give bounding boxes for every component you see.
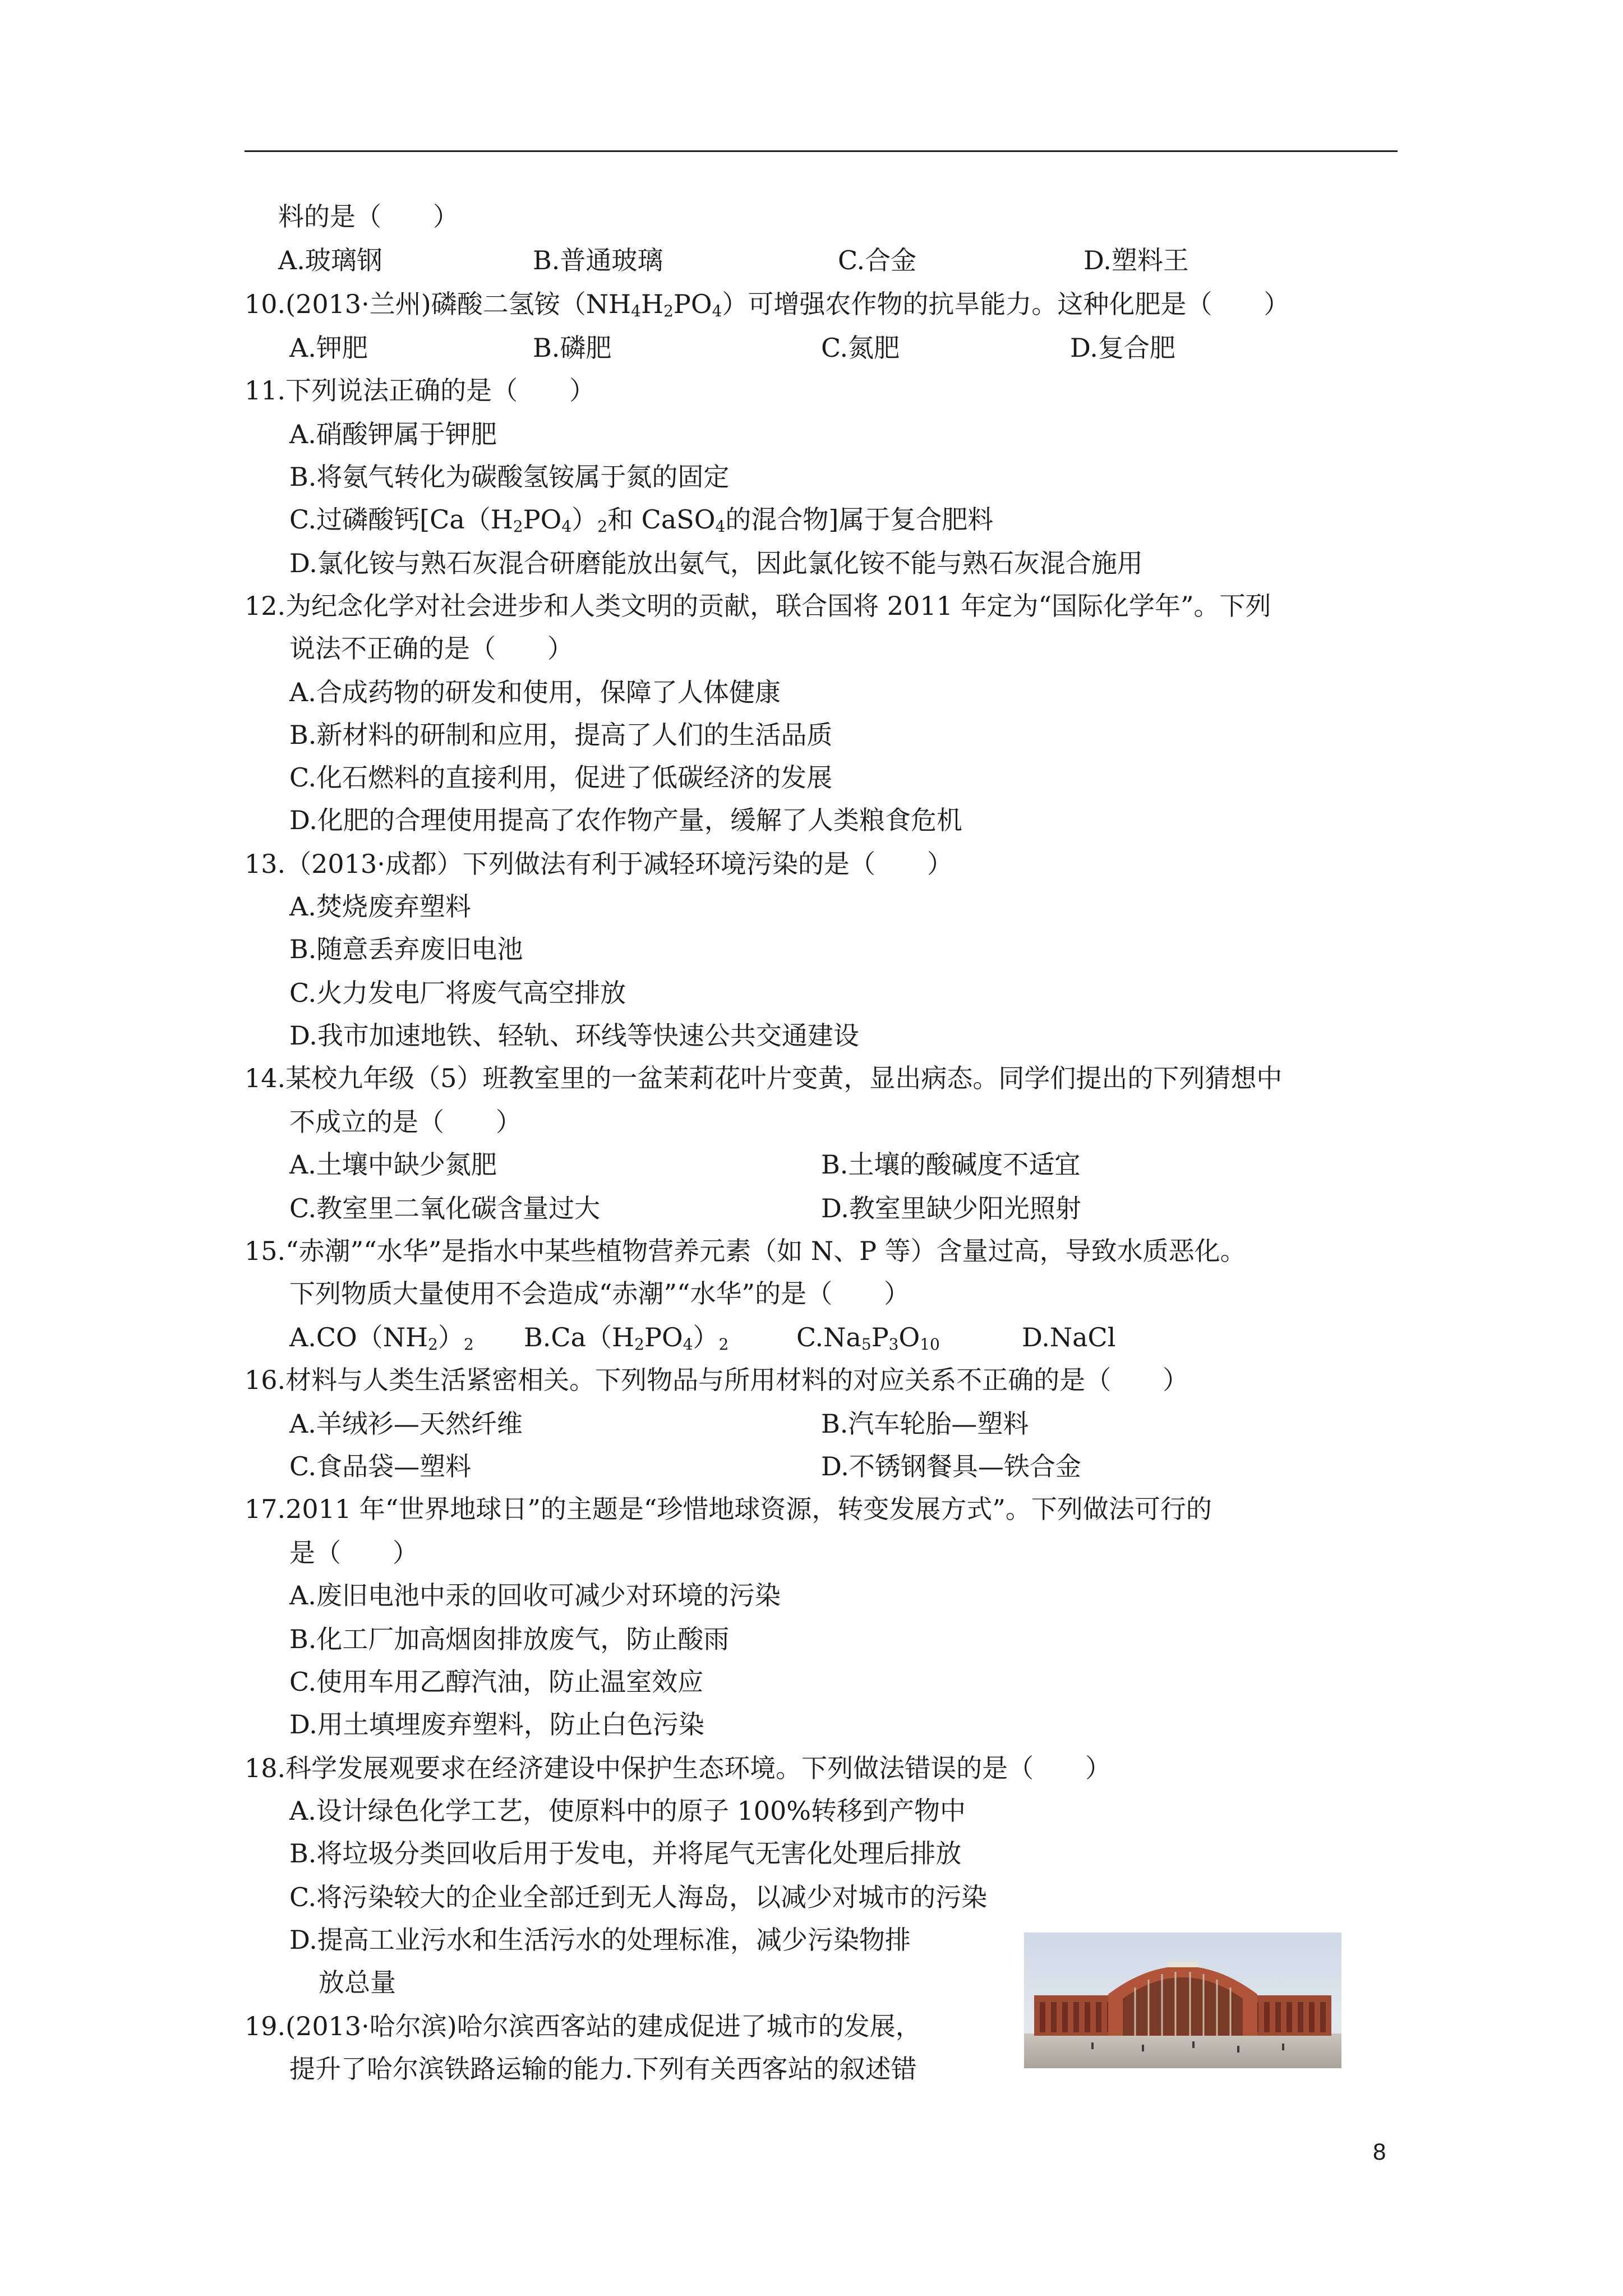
q17-option-a: A.废旧电池中汞的回收可减少对环境的污染 — [289, 1580, 781, 1611]
q14-option-d: D.教室里缺少阳光照射 — [821, 1193, 1081, 1223]
q9-option-a: A.玻璃钢 — [278, 245, 382, 275]
q16-option-b: B.汽车轮胎—塑料 — [821, 1409, 1029, 1439]
q19-stem-line1: 19.(2013·哈尔滨)哈尔滨西客站的建成促进了城市的发展， — [245, 2011, 921, 2041]
q10-option-c: C.氮肥 — [821, 333, 900, 363]
q16-option-d: D.不锈钢餐具—铁合金 — [821, 1451, 1081, 1481]
q11-option-b: B.将氨气转化为碳酸氢铵属于氮的固定 — [289, 462, 730, 492]
q9-option-d: D.塑料王 — [1083, 245, 1189, 275]
q18-option-b: B.将垃圾分类回收后用于发电，并将尾气无害化处理后排放 — [289, 1838, 962, 1869]
q13-option-b: B.随意丢弃废旧电池 — [289, 934, 523, 964]
q13-option-c: C.火力发电厂将废气高空排放 — [289, 978, 626, 1008]
q14-stem-line2: 不成立的是（ ） — [289, 1107, 522, 1137]
q14-option-b: B.土壤的酸碱度不适宜 — [821, 1149, 1081, 1180]
q12-option-b: B.新材料的研制和应用，提高了人们的生活品质 — [289, 720, 833, 750]
q11-option-c: C.过磷酸钙[$Ca(H_2PO_4)_2$和 CaSO$_4$的混合物]属于复合肥料 — [289, 504, 994, 536]
q17-option-b: B.化工厂加高烟囱排放废气，防止酸雨 — [289, 1624, 730, 1654]
q16-option-a: A.羊绒衫—天然纤维 — [289, 1409, 523, 1439]
q15-stem-line2: 下列物质大量使用不会造成“赤潮”“水华”的是（ ） — [289, 1278, 910, 1309]
station-photo — [1024, 1932, 1341, 2068]
q16-option-c: C.食品袋—塑料 — [289, 1451, 472, 1481]
q18-option-d-line2: 放总量 — [319, 1967, 396, 1998]
q10-option-d: D.复合肥 — [1070, 333, 1175, 363]
q12-stem-line2: 说法不正确的是（ ） — [289, 633, 573, 664]
q12-stem-line1: 12.为纪念化学对社会进步和人类文明的贡献，联合国将 2011 年定为“国际化学年”。下列 — [245, 591, 1271, 621]
q9-stem-continuation: 料的是（ ） — [278, 201, 459, 232]
q13-option-a: A.焚烧废弃塑料 — [289, 891, 471, 922]
q16-stem: 16.材料与人类生活紧密相关。下列物品与所用材料的对应关系不正确的是（ ） — [245, 1365, 1189, 1395]
q13-stem: 13.（2013·成都）下列做法有利于减轻环境污染的是（ ） — [245, 849, 953, 879]
q10-option-b: B.磷肥 — [533, 333, 612, 363]
q14-stem-line1: 14.某校九年级（5）班教室里的一盆茉莉花叶片变黄，显出病态。同学们提出的下列猜想中 — [245, 1063, 1283, 1093]
q12-option-d: D.化肥的合理使用提高了农作物产量，缓解了人类粮食危机 — [289, 805, 962, 835]
q13-option-d: D.我市加速地铁、轻轨、环线等快速公共交通建设 — [289, 1020, 859, 1051]
q18-option-c: C.将污染较大的企业全部迁到无人海岛，以减少对城市的污染 — [289, 1882, 988, 1912]
q9-option-c: C.合金 — [838, 245, 917, 275]
q15-stem-line1: 15.“赤潮”“水华”是指水中某些植物营养元素（如 N、P 等）含量过高，导致水质恶化。 — [245, 1236, 1246, 1266]
q17-stem-line1: 17.2011 年“世界地球日”的主题是“珍惜地球资源，转变发展方式”。下列做法可行的 — [245, 1494, 1212, 1524]
q15-option-a: $A.CO(NH_2)_2$ — [289, 1322, 474, 1354]
q15-option-b: $B.Ca(H_2PO_4)_2$ — [524, 1322, 729, 1354]
page-number: 8 — [1373, 2138, 1386, 2165]
q11-stem: 11.下列说法正确的是（ ） — [245, 375, 596, 406]
q11-option-a: A.硝酸钾属于钾肥 — [289, 419, 497, 449]
q15-option-c: $C.Na_5P_3O_{10}$ — [796, 1322, 940, 1354]
q19-stem-line2: 提升了哈尔滨铁路运输的能力.下列有关西客站的叙述错 — [289, 2054, 917, 2084]
q17-option-d: D.用土填埋废弃塑料，防止白色污染 — [289, 1709, 704, 1740]
q10-option-a: A.钾肥 — [289, 333, 368, 363]
q18-option-d-line1: D.提高工业污水和生活污水的处理标准，减少污染物排 — [289, 1925, 911, 1955]
q18-stem: 18.科学发展观要求在经济建设中保护生态环境。下列做法错误的是（ ） — [245, 1753, 1112, 1783]
q10-stem: 10.(2013·兰州)磷酸二氢铵$(NH_4H_2PO_4)$可增强农作物的抗旱能力。这种化肥是（ ） — [245, 289, 1290, 320]
q15-option-d: D.NaCl — [1022, 1322, 1116, 1352]
q12-option-a: A.合成药物的研发和使用，保障了人体健康 — [289, 677, 781, 707]
q14-option-c: C.教室里二氧化碳含量过大 — [289, 1193, 601, 1223]
q11-option-d: D.氯化铵与熟石灰混合研磨能放出氨气，因此氯化铵不能与熟石灰混合施用 — [289, 548, 1143, 578]
q17-option-c: C.使用车用乙醇汽油，防止温室效应 — [289, 1667, 704, 1697]
q12-option-c: C.化石燃料的直接利用，促进了低碳经济的发展 — [289, 762, 833, 793]
q14-option-a: A.土壤中缺少氮肥 — [289, 1149, 497, 1180]
q9-option-b: B.普通玻璃 — [533, 245, 663, 275]
header-rule — [245, 150, 1398, 152]
q18-option-a: A.设计绿色化学工艺，使原料中的原子 100%转移到产物中 — [289, 1796, 966, 1826]
q17-stem-line2: 是（ ） — [289, 1538, 418, 1568]
